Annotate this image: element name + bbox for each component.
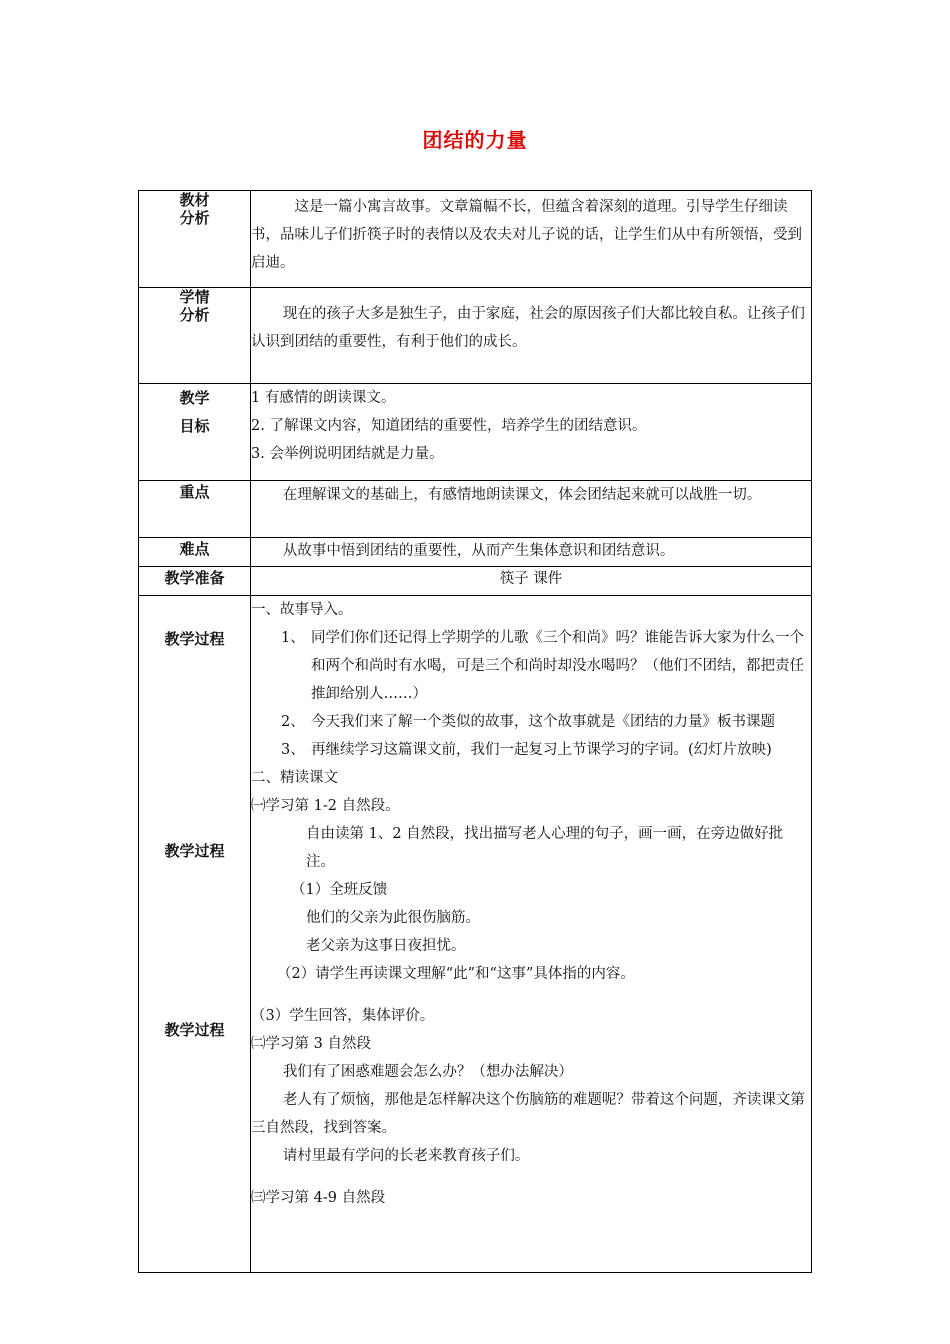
row-key-point	[139, 481, 812, 538]
label-line: 学情	[179, 288, 210, 306]
paragraph: （2）请学生再读课文理解“此”和“这事”具体指的内容。	[277, 966, 635, 982]
list-text: 同学们你们还记得上学期学的儿歌《三个和尚》吗？谁能告诉大家为什么一个和两个和尚时有水喝，可是三个和尚时却没水喝吗？（他们不团结，都把责任推卸给别人……）	[311, 630, 804, 702]
content-teaching-process	[251, 596, 812, 1273]
paragraph: 现在的孩子大多是独生子，由于家庭，社会的原因孩子们大都比较自私。让孩子们认识到团结的重要性，有利于他们的成长。	[251, 306, 805, 350]
label-line: 目标	[179, 417, 210, 435]
paragraph: （3）学生回答，集体评价。	[251, 1008, 435, 1024]
content-student-analysis	[251, 288, 812, 384]
paragraph: 我们有了困惑难题会怎么办？（想办法解决）	[282, 1064, 573, 1080]
paragraph: 请村里最有学问的长老来教育孩子们。	[282, 1148, 530, 1164]
label-line: 教材	[179, 191, 210, 209]
process-label: 教学过程	[164, 630, 225, 648]
paragraph: 自由读第 1、2 自然段，找出描写老人心理的句子，画一画，在旁边做好批注。	[306, 826, 784, 870]
paragraph: （1）全班反馈	[291, 882, 388, 898]
list-text: 今天我们来了解一个类似的故事，这个故事就是《团结的力量》板书课题	[311, 714, 775, 730]
row-textbook-analysis	[139, 191, 812, 288]
spacer	[251, 988, 811, 1002]
label-teaching-process	[139, 596, 251, 1273]
label-line: 分析	[179, 209, 210, 227]
sub-heading: ㈠学习第 1-2 自然段。	[251, 798, 400, 814]
process-label: 教学过程	[164, 842, 225, 860]
label-key-point: 重点	[139, 481, 251, 538]
row-teaching-process	[139, 596, 812, 1273]
section-heading: 二、精读课文	[251, 770, 338, 786]
goal-item: 3. 会举例说明团结就是力量。	[251, 446, 444, 462]
lesson-plan-table	[138, 190, 812, 1273]
list-number: 1、	[281, 630, 305, 646]
row-difficulty	[139, 538, 812, 567]
content-teaching-goals	[251, 384, 812, 481]
quote-line: 他们的父亲为此很伤脑筋。	[306, 910, 480, 926]
row-preparation	[139, 567, 812, 596]
document-title: 团结的力量	[422, 128, 528, 152]
label-preparation: 教学准备	[139, 567, 251, 596]
sub-heading: ㈢学习第 4-9 自然段	[251, 1190, 386, 1206]
paragraph: 老人有了烦恼，那他是怎样解决这个伤脑筋的难题呢？带着这个问题，齐读课文第三自然段，找到答案。	[251, 1092, 805, 1136]
process-label: 教学过程	[164, 1021, 225, 1039]
label-teaching-goals	[139, 384, 251, 481]
label-student-analysis	[139, 288, 251, 384]
sub-heading: ㈡学习第 3 自然段	[251, 1036, 371, 1052]
paragraph: 从故事中悟到团结的重要性，从而产生集体意识和团结意识。	[282, 543, 675, 559]
row-student-analysis	[139, 288, 812, 384]
quote-line: 老父亲为这事日夜担忧。	[306, 938, 466, 954]
list-item	[251, 736, 811, 764]
content-textbook-analysis	[251, 191, 812, 288]
content-key-point	[251, 481, 812, 538]
paragraph: 在理解课文的基础上，有感情地朗读课文，体会团结起来就可以战胜一切。	[282, 487, 762, 503]
goal-item: 2. 了解课文内容，知道团结的重要性，培养学生的团结意识。	[251, 418, 647, 434]
section-heading: 一、故事导入。	[251, 602, 353, 618]
label-difficulty: 难点	[139, 538, 251, 567]
label-line: 教学	[179, 389, 210, 407]
list-text: 再继续学习这篇课文前，我们一起复习上节课学习的字词。(幻灯片放映)	[311, 742, 772, 758]
list-number: 3、	[281, 742, 305, 758]
list-item	[251, 708, 811, 736]
list-number: 2、	[281, 714, 305, 730]
content-preparation	[251, 567, 812, 596]
label-textbook-analysis	[139, 191, 251, 288]
preparation-text: 筷子 课件	[499, 571, 563, 587]
goal-item: 1 有感情的朗读课文。	[251, 390, 396, 406]
row-teaching-goals	[139, 384, 812, 481]
paragraph: 这是一篇小寓言故事。文章篇幅不长，但蕴含着深刻的道理。引导学生仔细读书，品味儿子们折筷子时的表情以及农夫对儿子说的话，让学生们从中有所领悟，受到启迪。	[251, 199, 802, 271]
spacer	[251, 1170, 811, 1184]
list-item	[251, 624, 811, 708]
content-difficulty	[251, 538, 812, 567]
label-line: 分析	[179, 306, 210, 324]
